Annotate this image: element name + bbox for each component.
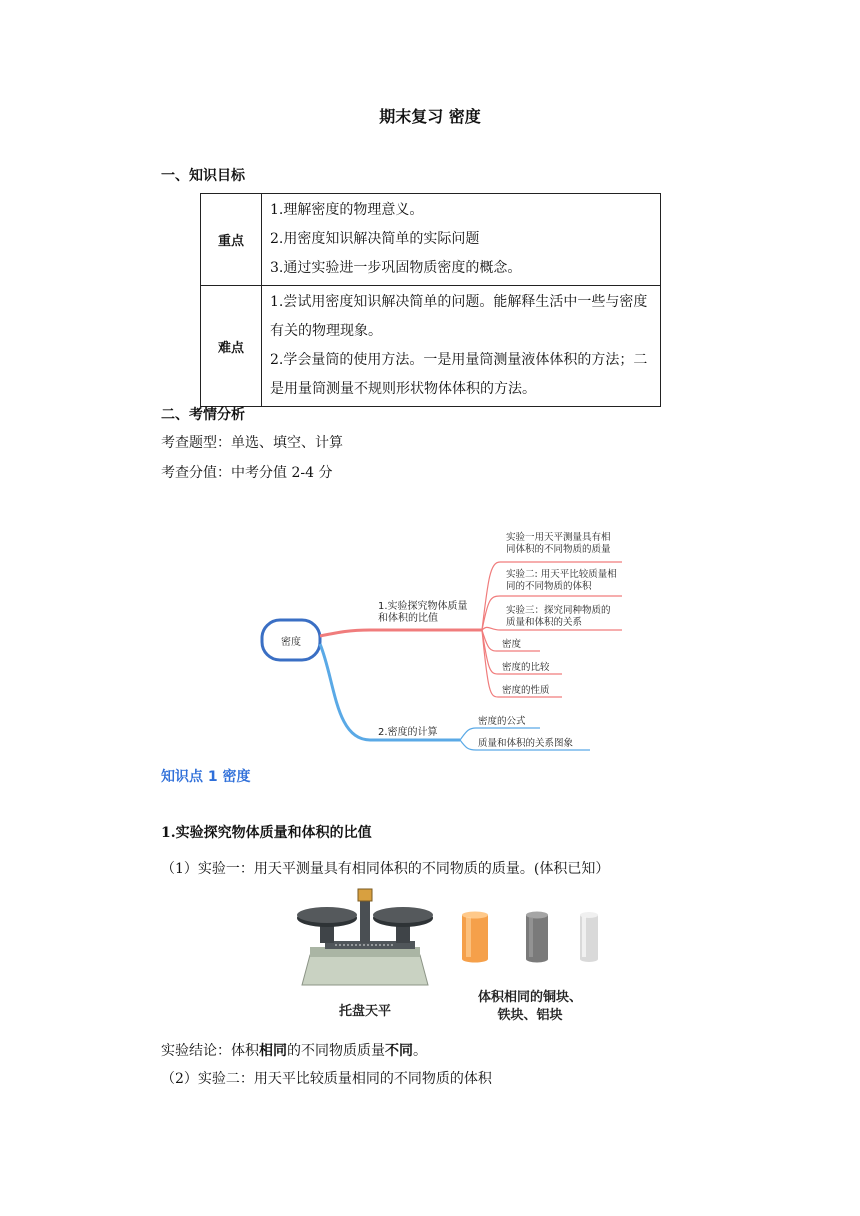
- page-title: 期末复习 密度: [379, 107, 481, 126]
- conclusion-suffix: 。: [413, 1043, 427, 1059]
- list-item: 2.学会量筒的使用方法。一是用量筒测量液体体积的方法；二是用量筒测量不规则形状物体体积的方法。: [270, 352, 648, 397]
- mindmap-density: 密度: [502, 639, 522, 650]
- list-item: 1.尝试用密度知识解决简单的问题。能解释生活中一些与密度有关的物理现象。: [270, 294, 648, 339]
- knowledge-point-heading: 知识点 1 密度: [161, 769, 251, 785]
- section-heading-goals: 一、知识目标: [161, 168, 245, 184]
- mindmap-branch1-line: [320, 630, 482, 636]
- mindmap-branch1-label-1: 1.实验探究物体质量: [378, 601, 468, 612]
- difficult-content: [262, 286, 661, 407]
- mindmap: [250, 520, 630, 760]
- aluminum-block-icon: [580, 912, 598, 962]
- conclusion-middle: 的不同物质质量: [287, 1043, 385, 1059]
- list-item: 1.理解密度的物理意义。: [270, 202, 424, 218]
- mindmap-branch2-label: 2.密度的计算: [378, 727, 438, 738]
- list-item: 2.用密度知识解决简单的实际问题: [270, 231, 480, 247]
- mindmap-branch2-line: [320, 644, 460, 740]
- mindmap-exp2-line1: 实验二: 用天平比较质量相: [506, 569, 617, 580]
- conclusion-prefix: 实验结论：体积: [161, 1043, 259, 1059]
- key-content: [262, 194, 661, 286]
- mindmap-formula: 密度的公式: [478, 716, 526, 727]
- list-item: 3.通过实验进一步巩固物质密度的概念。: [270, 260, 522, 276]
- iron-block-icon: [526, 912, 548, 963]
- mindmap-root-label: 密度: [281, 637, 301, 648]
- mindmap-density-compare: 密度的比较: [502, 662, 550, 673]
- goals-table: [200, 193, 661, 407]
- mindmap-branch1-label-2: 和体积的比值: [378, 613, 438, 624]
- balance-icon: [297, 889, 433, 985]
- mindmap-exp1-line1: 实验一用天平测量具有相: [506, 532, 611, 543]
- mindmap-exp1-line2: 同体积的不同物质的质量: [506, 544, 611, 555]
- section-heading-analysis: 二、考情分析: [161, 407, 245, 423]
- mindmap-exp3-line1: 实验三：探究同种物质的: [506, 605, 611, 616]
- difficult-label: 难点: [201, 286, 262, 407]
- conclusion-bold-different: 不同: [385, 1043, 413, 1059]
- conclusion-bold-same: 相同: [259, 1043, 287, 1059]
- balance-caption: 托盘天平: [338, 1004, 391, 1019]
- mindmap-graph: 质量和体积的关系图象: [478, 738, 574, 749]
- key-label: 重点: [201, 194, 262, 286]
- conclusion-text: [161, 1040, 427, 1060]
- table-row: [201, 194, 661, 286]
- table-row: [201, 286, 661, 407]
- blocks-caption-line1: 体积相同的铜块、: [477, 990, 582, 1005]
- subheading: 1.实验探究物体质量和体积的比值: [161, 825, 372, 841]
- score-range: 考查分值：中考分值 2-4 分: [161, 465, 333, 481]
- mindmap-density-property: 密度的性质: [502, 685, 550, 696]
- experiment2-text: （2）实验二：用天平比较质量相同的不同物质的体积: [161, 1071, 492, 1087]
- experiment1-text: （1）实验一：用天平测量具有相同体积的不同物质的质量。(体积已知）: [161, 861, 610, 877]
- blocks-caption-line2: 铁块、铝块: [497, 1008, 563, 1023]
- mindmap-exp3-line2: 质量和体积的关系: [506, 617, 583, 628]
- question-types: 考查题型：单选、填空、计算: [161, 435, 343, 451]
- mindmap-exp2-line2: 同的不同物质的体积: [506, 581, 592, 592]
- copper-block-icon: [462, 912, 488, 963]
- balance-figure: [290, 885, 620, 995]
